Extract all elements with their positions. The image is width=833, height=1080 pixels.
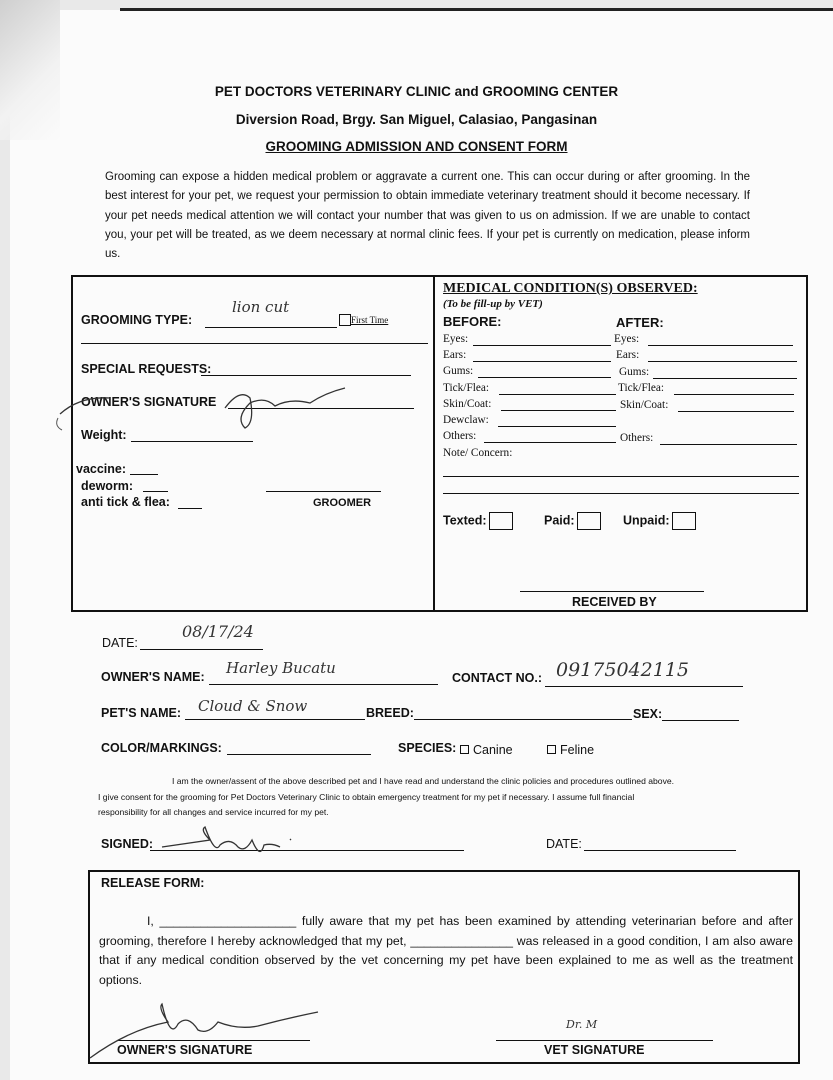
after-eyes-line[interactable]	[648, 345, 793, 346]
weight-line[interactable]	[131, 441, 253, 442]
before-dewclaw-line[interactable]	[498, 426, 616, 427]
pet-name-line[interactable]	[185, 719, 365, 720]
vet-sig-label: VET SIGNATURE	[544, 1043, 645, 1057]
unpaid-text: Unpaid:	[623, 513, 670, 528]
texted-label	[443, 512, 513, 530]
contact-line[interactable]	[545, 686, 743, 687]
owner-name-value[interactable]: Harley Bucatu	[226, 659, 336, 677]
after-tick-line[interactable]	[674, 394, 794, 395]
before-eyes-line[interactable]	[473, 345, 611, 346]
before-skin-label: Skin/Coat:	[443, 398, 492, 410]
grooming-type-label: GROOMING TYPE:	[81, 313, 193, 327]
paid-text: Paid:	[544, 513, 575, 528]
feline-option[interactable]	[547, 743, 594, 757]
medical-subtitle: (To be fill-up by VET)	[443, 298, 543, 310]
antitick-label: anti tick & flea:	[81, 495, 170, 509]
consent-line-3: responsibility for all changes and service incurred for my pet.	[98, 807, 329, 817]
before-skin-line[interactable]	[501, 410, 616, 411]
after-ears-label: Ears:	[616, 349, 640, 361]
after-tick-label: Tick/Flea:	[618, 382, 665, 394]
before-dewclaw-label: Dewclaw:	[443, 414, 489, 426]
after-others-label: Others:	[620, 432, 654, 444]
intro-paragraph: Grooming can expose a hidden medical problem or aggravate a current one. This can occur during or after grooming. In the best interest for your pet, we request your permission to obtain immediate veterinary treatment should it become necessary. If your pet needs medical attention we will contact your number that was given to us on admission. If we are unable to contact you, your pet will be treated, as we deem necessary at normal clinic fees. If your pet is currently on medication, please inform us.	[105, 171, 750, 261]
vet-initials: Dr. M	[566, 1018, 598, 1031]
after-gums-label: Gums:	[619, 366, 650, 378]
unpaid-label	[623, 512, 696, 530]
before-label: BEFORE:	[443, 314, 502, 329]
color-line[interactable]	[227, 754, 371, 755]
texted-text: Texted:	[443, 513, 487, 528]
owner-signature-scribble	[50, 378, 350, 433]
release-owner-signature-scribble	[88, 1000, 328, 1062]
note-line-2[interactable]	[443, 493, 799, 494]
before-tick-label: Tick/Flea:	[443, 382, 490, 394]
contact-label: CONTACT NO.:	[452, 671, 543, 685]
before-others-line[interactable]	[484, 442, 616, 443]
before-others-label: Others:	[443, 430, 477, 442]
before-gums-label: Gums:	[443, 365, 474, 377]
grooming-type-value[interactable]: lion cut	[232, 298, 290, 316]
special-requests-line	[201, 375, 411, 376]
groomer-label: GROOMER	[313, 497, 372, 509]
deworm-label: deworm:	[81, 479, 134, 493]
canine-checkbox[interactable]	[460, 745, 469, 754]
deworm-line[interactable]	[143, 491, 168, 492]
release-body: I, ____________________ fully aware that my pet has been examined by attending veterinarian before and after grooming, therefore I hereby acknowledged that my pet, _______________ was released in a good condition, I am also aware that if any medical condition observed by the vet concerning my pet have been explained to me as well as the treatment options.	[99, 914, 793, 987]
species-label: SPECIES:	[398, 741, 457, 755]
signed-signature-scribble	[160, 825, 300, 865]
first-time-label: First Time	[351, 315, 389, 325]
column-divider	[433, 277, 435, 610]
note-label: Note/ Concern:	[443, 447, 513, 459]
first-time-checkbox[interactable]	[339, 314, 351, 326]
consent-line-1: I am the owner/assent of the above described pet and I have read and understand the clinic policies and procedures outlined above.	[171, 776, 675, 786]
canine-text: Canine	[473, 743, 513, 757]
after-others-line[interactable]	[660, 444, 797, 445]
weight-label: Weight:	[81, 428, 127, 442]
grooming-type-line	[205, 327, 337, 328]
after-ears-line[interactable]	[648, 361, 797, 362]
paid-label	[544, 512, 601, 530]
medical-title: MEDICAL CONDITION(S) OBSERVED:	[443, 281, 698, 296]
consent-date-label: DATE:	[546, 837, 582, 851]
owner-name-label: OWNER'S NAME:	[101, 670, 205, 684]
before-tick-line[interactable]	[499, 394, 616, 395]
antitick-line[interactable]	[178, 508, 202, 509]
release-title: RELEASE FORM:	[101, 876, 205, 890]
sex-line[interactable]	[662, 720, 739, 721]
groomer-line[interactable]	[266, 491, 381, 492]
grooming-type-line-2	[81, 343, 428, 344]
note-line-1[interactable]	[443, 476, 799, 477]
received-by-line[interactable]	[520, 591, 704, 592]
form-title: GROOMING ADMISSION AND CONSENT FORM	[265, 139, 568, 154]
after-skin-line[interactable]	[678, 411, 794, 412]
after-skin-label: Skin/Coat:	[620, 399, 669, 411]
before-ears-label: Ears:	[443, 349, 467, 361]
sex-label: SEX:	[633, 707, 663, 721]
before-eyes-label: Eyes:	[443, 333, 469, 345]
feline-checkbox[interactable]	[547, 745, 556, 754]
before-ears-line[interactable]	[473, 361, 611, 362]
after-eyes-label: Eyes:	[614, 333, 640, 345]
date-line[interactable]	[140, 649, 263, 650]
after-label: AFTER:	[616, 315, 664, 330]
signed-label: SIGNED:	[101, 837, 154, 851]
texted-checkbox[interactable]	[489, 512, 513, 530]
date-value[interactable]: 08/17/24	[182, 622, 254, 641]
consent-line-2: I give consent for the grooming for Pet Doctors Veterinary Clinic to obtain emergency treatment for my pet if necessary. I assume full financial	[98, 792, 635, 802]
vaccine-label: vaccine:	[76, 462, 127, 476]
color-label: COLOR/MARKINGS:	[101, 741, 222, 755]
canine-option[interactable]	[460, 743, 513, 757]
breed-label: BREED:	[366, 706, 414, 720]
owner-name-line[interactable]	[209, 684, 438, 685]
clinic-name: PET DOCTORS VETERINARY CLINIC and GROOMING CENTER	[214, 84, 619, 99]
vet-sig-line[interactable]	[496, 1040, 713, 1041]
breed-line[interactable]	[414, 719, 632, 720]
special-requests-label: SPECIAL REQUESTS:	[81, 362, 212, 376]
release-owner-sig-label: OWNER'S SIGNATURE	[117, 1043, 253, 1057]
pet-name-value[interactable]: Cloud & Snow	[198, 697, 308, 715]
after-gums-line[interactable]	[653, 378, 797, 379]
vaccine-line[interactable]	[130, 474, 158, 475]
clinic-address: Diversion Road, Brgy. San Miguel, Calasiao, Pangasinan	[235, 112, 598, 127]
owner-signature-label: OWNER'S SIGNATURE	[81, 395, 217, 409]
consent-date-line[interactable]	[584, 850, 736, 851]
date-label: DATE:	[102, 636, 138, 650]
pet-name-label: PET'S NAME:	[101, 706, 182, 720]
before-gums-line[interactable]	[478, 377, 611, 378]
paid-checkbox[interactable]	[577, 512, 601, 530]
received-by-label: RECEIVED BY	[572, 595, 657, 609]
unpaid-checkbox[interactable]	[672, 512, 696, 530]
feline-text: Feline	[560, 743, 595, 757]
top-edge-line	[120, 8, 833, 11]
contact-value[interactable]: 09175042115	[556, 659, 689, 681]
